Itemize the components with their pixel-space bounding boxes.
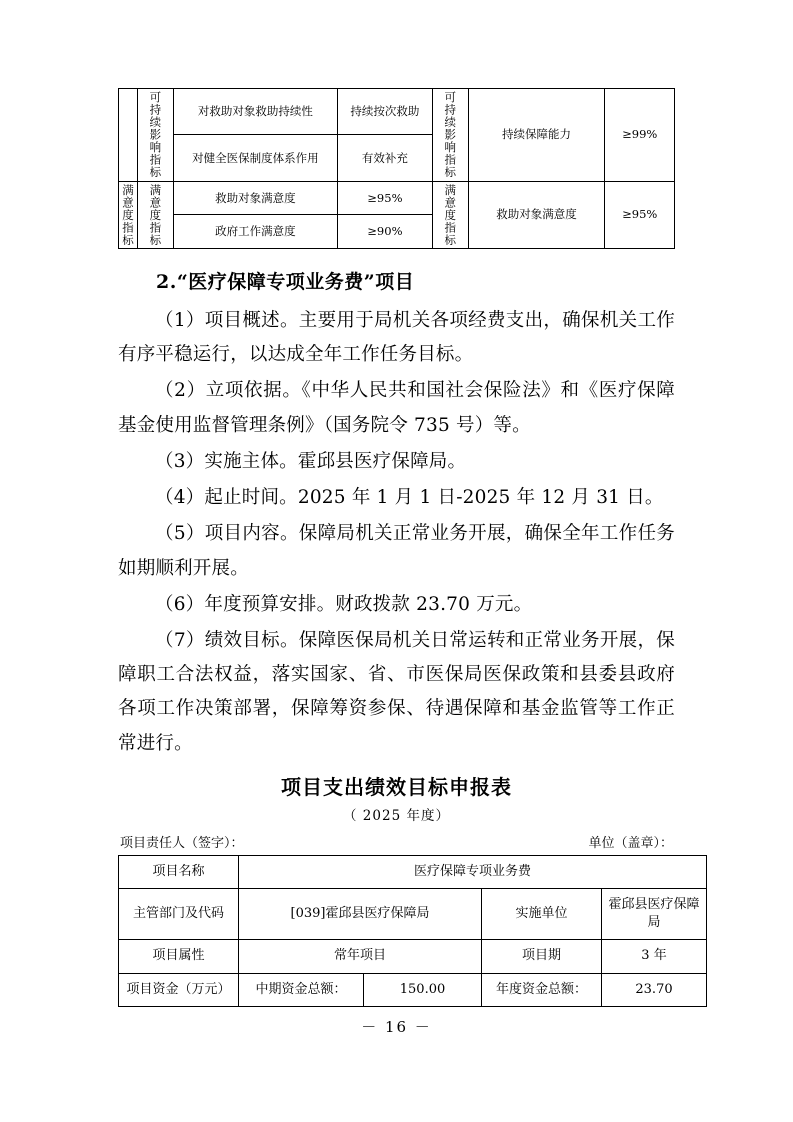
cell-category: 可持续影响指标 <box>137 89 173 182</box>
table-row <box>119 940 707 973</box>
paragraph-5: （5）项目内容。保障局机关正常业务开展，确保全年工作任务如期顺利开展。 <box>118 523 675 579</box>
cell-indicator-name: 救助对象满意度 <box>173 181 337 215</box>
mid-total-value: 150.00 <box>364 973 482 1006</box>
form-meta <box>120 832 673 851</box>
table-row <box>119 973 707 1006</box>
dept-value: [039]霍邱县医疗保障局 <box>239 889 482 940</box>
cell-category-2: 可持续影响指标 <box>432 89 468 182</box>
cell-indicator-name-2: 持续保障能力 <box>468 89 605 182</box>
paragraph-2: （2）立项依据。《中华人民共和国社会保险法》和《医疗保障基金使用监督管理条例》（国务院令 735 号）等。 <box>118 380 675 436</box>
page-number: － 16 － <box>361 1018 432 1036</box>
funds-label: 项目资金（万元） <box>119 973 239 1006</box>
project-name-label: 项目名称 <box>119 855 239 888</box>
cell-indicator-value: ≥90% <box>338 215 433 249</box>
unit-label: 单位（盖章）： <box>588 835 673 851</box>
table-row <box>119 889 707 940</box>
implement-value: 霍邱县医疗保障局 <box>602 889 707 940</box>
form-year: （ 2025 年度） <box>343 807 450 824</box>
implement-label: 实施单位 <box>482 889 602 940</box>
paragraph-4: （4）起止时间。2025 年 1 月 1 日-2025 年 12 月 31 日。 <box>155 487 664 509</box>
cell-category: 满意度指标 <box>137 181 173 249</box>
cell-indicator-value: ≥95% <box>338 181 433 215</box>
cell-indicator-value-2: ≥99% <box>605 89 675 182</box>
cell-group: 满意度指标 <box>119 181 138 249</box>
table-row <box>119 855 707 888</box>
cell-indicator-value: 持续按次救助 <box>338 89 433 135</box>
cell-indicator-name-2: 救助对象满意度 <box>468 181 605 249</box>
cell-indicator-name: 政府工作满意度 <box>173 215 337 249</box>
form-title: 项目支出绩效目标申报表 <box>281 774 512 799</box>
year-total-label: 年度资金总额： <box>482 973 602 1006</box>
paragraph-7: （7）绩效目标。保障医保局机关日常运转和正常业务开展，保障职工合法权益，落实国家、省、市医保局医保政策和县委县政府各项工作决策部署，保障筹资参保、待遇保障和基金监管等工作正常进行。 <box>118 629 675 754</box>
indicator-table <box>118 88 675 249</box>
section-heading: 2.“医疗保障专项业务费”项目 <box>156 271 415 293</box>
paragraph-1: （1）项目概述。主要用于局机关各项经费支出，确保机关工作有序平稳运行，以达成全年工作任务目标。 <box>118 310 675 366</box>
project-name-value: 医疗保障专项业务费 <box>239 855 707 888</box>
cell-indicator-name: 对救助对象救助持续性 <box>173 89 337 135</box>
cell-category-2: 满意度指标 <box>432 181 468 249</box>
dept-label: 主管部门及代码 <box>119 889 239 940</box>
paragraph-6: （6）年度预算安排。财政拨款 23.70 万元。 <box>155 593 533 615</box>
period-label: 项目期 <box>482 940 602 973</box>
paragraph-3: （3）实施主体。霍邱县医疗保障局。 <box>155 450 467 472</box>
declaration-form-table <box>118 855 707 1007</box>
cell-blank <box>119 89 138 182</box>
attribute-value: 常年项目 <box>239 940 482 973</box>
cell-indicator-name: 对健全医保制度体系作用 <box>173 135 337 181</box>
cell-indicator-value-2: ≥95% <box>605 181 675 249</box>
responsible-label: 项目责任人（签字）： <box>120 835 244 851</box>
table-row <box>119 181 675 215</box>
attribute-label: 项目属性 <box>119 940 239 973</box>
mid-total-label: 中期资金总额： <box>239 973 364 1006</box>
cell-indicator-value: 有效补充 <box>338 135 433 181</box>
year-total-value: 23.70 <box>602 973 707 1006</box>
period-value: 3 年 <box>602 940 707 973</box>
table-row <box>119 89 675 135</box>
